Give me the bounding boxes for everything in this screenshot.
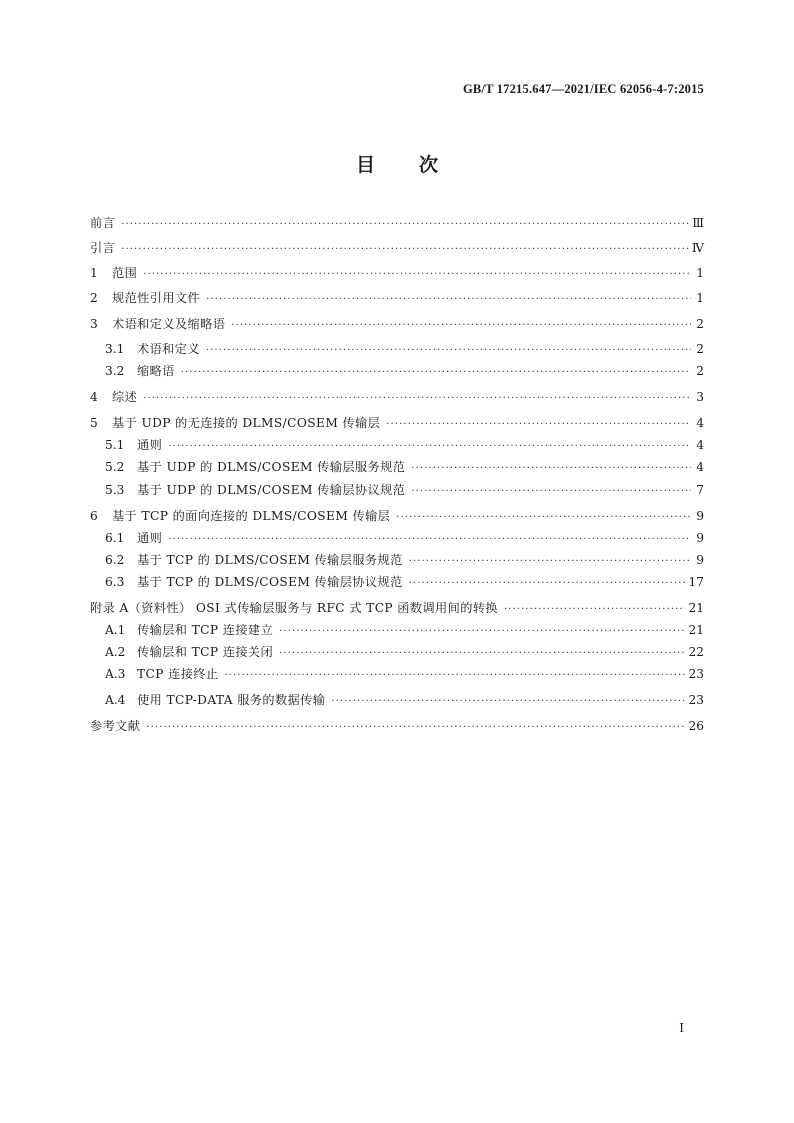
toc-entry-page: 22 [688, 645, 704, 659]
toc-entry-number: 6.2 [105, 553, 125, 567]
toc-entry-page: 1 [696, 291, 704, 305]
toc-entry-page: Ⅳ [691, 241, 704, 255]
toc-entry[interactable] [90, 623, 704, 639]
toc-dot-leader [121, 242, 689, 257]
page-number: Ⅰ [679, 1021, 684, 1035]
toc-entry-page: 26 [688, 719, 704, 733]
toc-entry-page: 4 [696, 416, 704, 430]
toc-dot-leader [206, 292, 691, 307]
toc-dot-leader [143, 267, 691, 282]
toc-entry-label: 通则 [137, 531, 163, 545]
toc-entry-label: 基于 TCP 的面向连接的 DLMS/COSEM 传输层 [112, 509, 391, 523]
toc-entry-page: 4 [696, 460, 704, 474]
standard-code-header: GB/T 17215.647—2021/IEC 62056-4-7:2015 [462, 82, 704, 96]
toc-entry-page: 9 [696, 553, 704, 567]
toc-entry[interactable] [90, 390, 704, 406]
toc-entry-page: 21 [688, 601, 704, 615]
page-title [0, 150, 794, 177]
toc-dot-leader [411, 461, 691, 476]
toc-entry-number: A.1 [105, 623, 126, 637]
toc-dot-leader [279, 646, 685, 661]
toc-entry-label: 引言 [90, 241, 116, 255]
toc-entry[interactable] [90, 553, 704, 569]
toc-dot-leader [396, 510, 691, 525]
toc-entry-number: 3.1 [105, 342, 125, 356]
toc-entry[interactable] [90, 460, 704, 476]
toc-entry-label: 通则 [137, 438, 163, 452]
toc-entry-label: 前言 [90, 216, 116, 230]
toc-entry-label: 参考文献 [90, 719, 141, 733]
toc-entry-number: A.3 [105, 667, 126, 681]
toc-entry-label: 基于 UDP 的 DLMS/COSEM 传输层协议规范 [137, 483, 406, 497]
toc-entry[interactable] [90, 575, 704, 591]
toc-entry-number: 3.2 [105, 364, 125, 378]
toc-entry-page: 23 [688, 667, 704, 681]
toc-entry[interactable] [90, 342, 704, 358]
toc-entry-label: 附录 A（资料性） OSI 式传输层服务与 RFC 式 TCP 函数调用间的转换 [90, 601, 498, 615]
toc-dot-leader [409, 554, 691, 569]
toc-entry-label: 术语和定义及缩略语 [112, 317, 226, 331]
toc-entry-number: 5.3 [105, 483, 125, 497]
toc-entry[interactable] [90, 483, 704, 499]
toc-entry-page: 9 [696, 531, 704, 545]
toc-dot-leader [231, 318, 691, 333]
toc-entry-label: 范围 [112, 266, 138, 280]
toc-entry-number: 2 [90, 291, 98, 305]
toc-entry-label: 规范性引用文件 [112, 291, 201, 305]
toc-dot-leader [206, 343, 691, 358]
toc-dot-leader [146, 720, 685, 735]
table-of-contents [90, 216, 704, 735]
toc-entry[interactable] [90, 291, 704, 307]
toc-dot-leader [386, 417, 691, 432]
toc-entry[interactable] [90, 719, 704, 735]
toc-dot-leader [168, 532, 691, 547]
toc-entry[interactable] [90, 317, 704, 333]
toc-entry[interactable] [90, 241, 704, 257]
toc-entry-page: 1 [696, 266, 704, 280]
toc-entry-number: 1 [90, 266, 98, 280]
toc-dot-leader [409, 576, 686, 591]
toc-entry-number: 5.2 [105, 460, 125, 474]
toc-entry-page: 21 [688, 623, 704, 637]
toc-entry-label: 使用 TCP-DATA 服务的数据传输 [137, 693, 326, 707]
toc-entry[interactable] [90, 645, 704, 661]
toc-entry-page: 9 [696, 509, 704, 523]
toc-entry[interactable] [90, 601, 704, 617]
toc-entry-page: Ⅲ [692, 216, 704, 230]
toc-dot-leader [121, 217, 689, 232]
page-title-char-1: 目 [355, 154, 375, 176]
toc-entry-page: 2 [696, 317, 704, 331]
toc-entry[interactable] [90, 693, 704, 709]
toc-entry-page: 2 [696, 364, 704, 378]
toc-entry[interactable] [90, 364, 704, 380]
toc-entry-page: 7 [696, 483, 704, 497]
toc-entry-number: 6.3 [105, 575, 125, 589]
toc-dot-leader [504, 602, 685, 617]
toc-entry[interactable] [90, 266, 704, 282]
toc-entry-number: A.2 [105, 645, 126, 659]
toc-entry-label: 综述 [112, 390, 138, 404]
toc-entry-label: 基于 UDP 的无连接的 DLMS/COSEM 传输层 [112, 416, 381, 430]
toc-entry-label: 基于 TCP 的 DLMS/COSEM 传输层协议规范 [137, 575, 403, 589]
toc-entry-page: 17 [688, 575, 704, 589]
toc-dot-leader [331, 694, 685, 709]
toc-entry-number: 4 [90, 390, 98, 404]
toc-entry-label: 传输层和 TCP 连接关闭 [137, 645, 274, 659]
toc-entry[interactable] [90, 438, 704, 454]
toc-entry[interactable] [90, 531, 704, 547]
toc-entry-number: 6 [90, 509, 98, 523]
toc-dot-leader [279, 624, 685, 639]
toc-entry-label: 基于 TCP 的 DLMS/COSEM 传输层服务规范 [137, 553, 403, 567]
toc-entry-page: 4 [696, 438, 704, 452]
toc-entry-page: 2 [696, 342, 704, 356]
toc-entry-label: 术语和定义 [137, 342, 200, 356]
toc-dot-leader [143, 391, 691, 406]
toc-entry-number: A.4 [105, 693, 126, 707]
toc-entry[interactable] [90, 216, 704, 232]
toc-entry-label: 缩略语 [137, 364, 175, 378]
toc-entry-label: 基于 UDP 的 DLMS/COSEM 传输层服务规范 [137, 460, 406, 474]
toc-dot-leader [411, 484, 691, 499]
page-title-char-2: 次 [419, 154, 439, 176]
toc-dot-leader [224, 668, 685, 683]
toc-entry-number: 5 [90, 416, 98, 430]
toc-entry[interactable] [90, 667, 704, 683]
toc-dot-leader [181, 365, 691, 380]
toc-entry-number: 6.1 [105, 531, 125, 545]
toc-entry[interactable] [90, 416, 704, 432]
toc-entry-number: 3 [90, 317, 98, 331]
toc-dot-leader [168, 439, 691, 454]
toc-entry-label: 传输层和 TCP 连接建立 [137, 623, 274, 637]
toc-entry-label: TCP 连接终止 [137, 667, 219, 681]
toc-entry-page: 3 [696, 390, 704, 404]
toc-entry[interactable] [90, 509, 704, 525]
toc-entry-page: 23 [688, 693, 704, 707]
toc-entry-number: 5.1 [105, 438, 125, 452]
